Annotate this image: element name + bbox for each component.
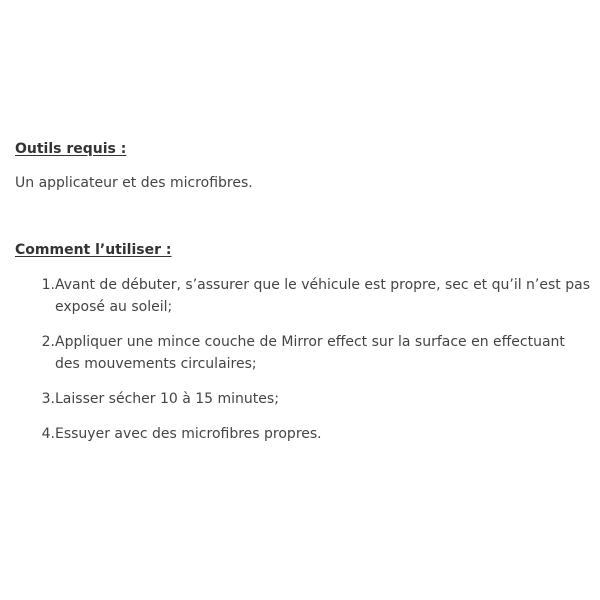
step-number: 1. — [41, 277, 55, 293]
usage-heading: Comment l’utiliser : — [15, 242, 172, 258]
list-item — [15, 274, 590, 318]
product-instructions — [15, 139, 590, 458]
list-item — [15, 423, 590, 445]
step-text: Avant de débuter, s’assurer que le véhicule est propre, sec et qu’il n’est pas exposé au soleil; — [55, 277, 590, 315]
step-text: Laisser sécher 10 à 15 minutes; — [55, 391, 279, 407]
step-number: 4. — [41, 426, 55, 442]
step-number: 3. — [41, 391, 55, 407]
step-text: Appliquer une mince couche de Mirror effect sur la surface en effectuant des mouvements circulaires; — [55, 334, 565, 372]
list-item — [15, 388, 590, 410]
list-item — [15, 331, 590, 375]
tools-text: Un applicateur et des microfibres. — [15, 175, 253, 191]
step-text: Essuyer avec des microfibres propres. — [55, 426, 322, 442]
tools-heading: Outils requis : — [15, 141, 127, 157]
usage-steps-list — [15, 274, 590, 445]
step-number: 2. — [41, 334, 55, 350]
